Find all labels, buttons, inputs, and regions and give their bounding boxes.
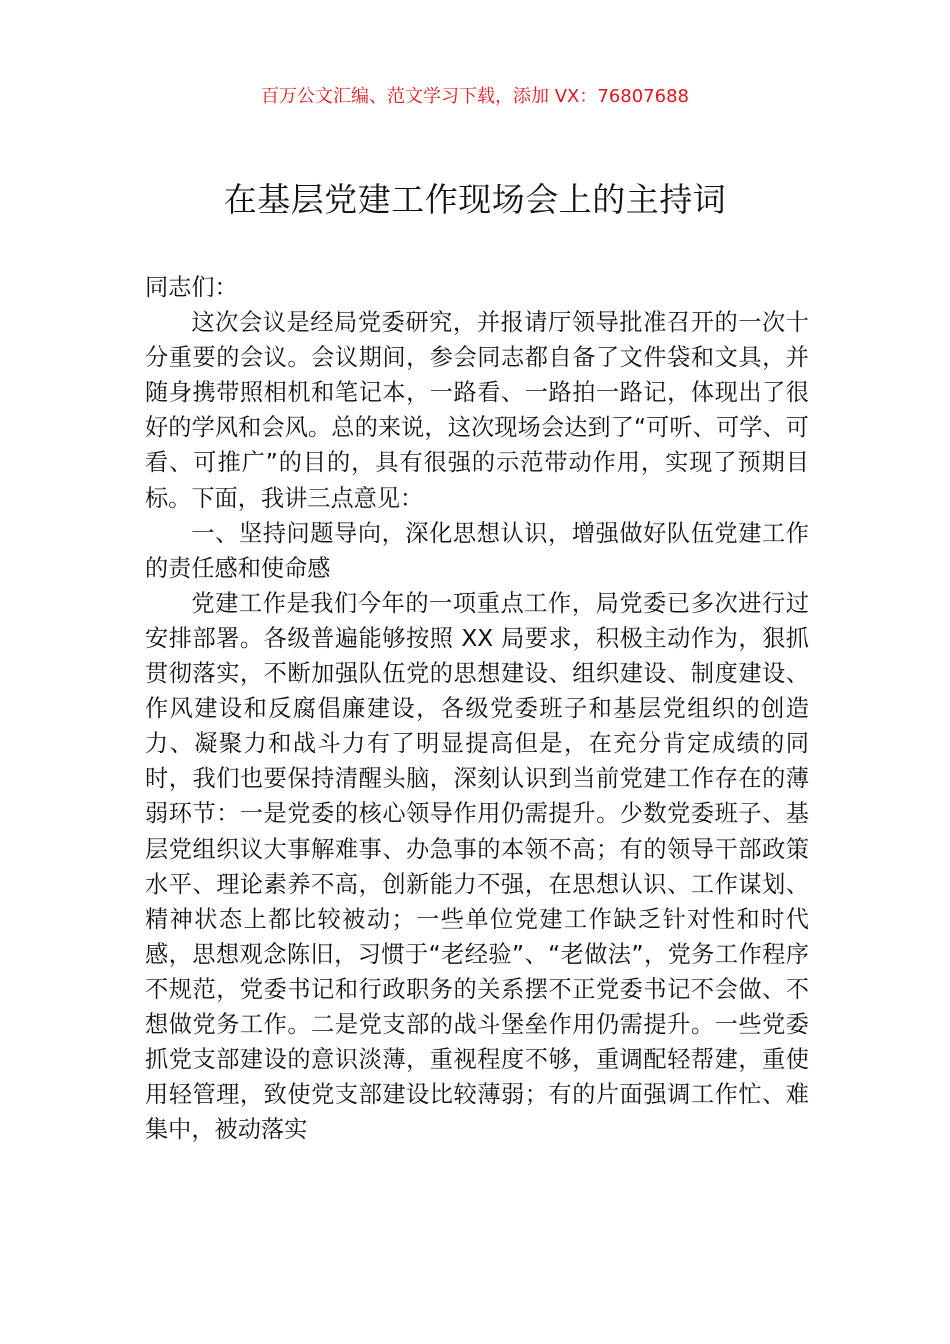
section-heading-1: 一、坚持问题导向，深化思想认识，增强做好队伍党建工作的责任感和使命感 [145,519,809,582]
document-body [145,270,809,1147]
page-title: 在基层党建工作现场会上的主持词 [223,180,727,219]
paragraph-section-1: 党建工作是我们今年的一项重点工作，局党委已多次进行过安排部署。各级普遍能够按照 XX 局要求，积极主动作为，狠抓贯彻落实，不断加强队伍党的思想建设、组织建设、制度建设、作风建设和反腐倡廉建设，各级党委班子和基层党组织的创造力、凝聚力和战斗力有了明显提高但是，在充分肯定成绩的同时，我们也要保持清醒头脑，深刻认识到当前党建工作存在的薄弱环节：一是党委的核心领导作用仍需提升。少数党委班子、基层党组织议大事解难事、办急事的本领不高；有的领导干部政策水平、理论素养不高，创新能力不强，在思想认识、工作谋划、精神状态上都比较被动；一些单位党建工作缺乏针对性和时代感，思想观念陈旧，习惯于“老经验”、“老做法”，党务工作程序不规范，党委书记和行政职务的关系摆不正党委书记不会做、不想做党务工作。二是党支部的战斗堡垒作用仍需提升。一些党委抓党支部建设的意识淡薄，重视程度不够，重调配轻帮建，重使用轻管理，致使党支部建设比较薄弱；有的片面强调工作忙、难集中，被动落实 [145,589,809,1144]
header-watermark-note: 百万公文汇编、范文学习下载，添加 VX：76807688 [261,86,689,107]
salutation: 同志们： [145,274,238,301]
paragraph-intro: 这次会议是经局党委研究，并报请厅领导批准召开的一次十分重要的会议。会议期间，参会同志都自备了文件袋和文具，并随身携带照相机和笔记本，一路看、一路拍一路记，体现出了很好的学风和会风。总的来说，这次现场会达到了“可听、可学、可看、可推广”的目的，具有很强的示范带动作用，实现了预期目标。下面，我讲三点意见： [145,309,809,512]
